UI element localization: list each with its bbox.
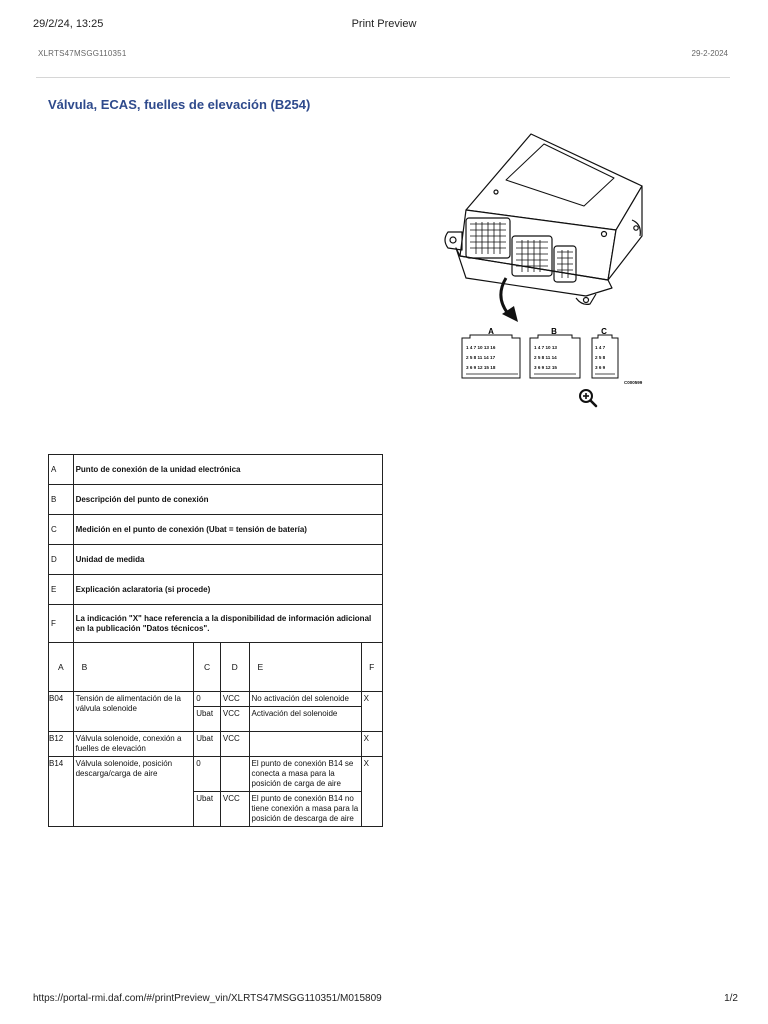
document-date: 29-2-2024 (691, 49, 728, 58)
cell-measurement: Ubat (194, 732, 221, 757)
connection-table (48, 454, 383, 827)
column-header: C (194, 643, 221, 692)
column-header: E (249, 643, 361, 692)
connector-label-b: B (551, 327, 557, 336)
legend-key: F (49, 605, 74, 643)
cell-unit: VCC (220, 692, 249, 707)
legend-text: La indicación "X" hace referencia a la disponibilidad de información adicional en la publicación "Datos técnicos". (73, 605, 382, 643)
pinout-a-row2: 2 5 8 11 14 17 (466, 355, 496, 360)
cell-measurement: Ubat (194, 792, 221, 827)
legend-key: E (49, 575, 74, 605)
cell-data-flag: X (361, 732, 382, 757)
ecu-connector-illustration (436, 128, 656, 410)
page-title: Válvula, ECAS, fuelles de elevación (B254) (48, 97, 311, 112)
table-row (49, 732, 383, 757)
cell-explanation: Activación del solenoide (249, 707, 361, 732)
legend-row (49, 605, 383, 643)
legend-text: Descripción del punto de conexión (73, 485, 382, 515)
connector-label-c: C (601, 327, 607, 336)
legend-text: Punto de conexión de la unidad electrónica (73, 455, 382, 485)
vin-number: XLRTS47MSGG110351 (38, 49, 127, 58)
page-url: https://portal-rmi.daf.com/#/printPreview_vin/XLRTS47MSGG110351/M015809 (33, 993, 382, 1004)
legend-key: C (49, 515, 74, 545)
cell-explanation: El punto de conexión B14 no tiene conexión a masa para la posición de descarga de aire (249, 792, 361, 827)
cell-description: Válvula solenoide, conexión a fuelles de elevación (73, 732, 194, 757)
cell-data-flag: X (361, 692, 382, 732)
column-header: F (361, 643, 382, 692)
figure-code: C000599 (624, 380, 643, 385)
pinout-c-row1: 1 4 7 (595, 345, 606, 350)
pinout-a-row3: 3 6 9 12 15 18 (466, 365, 496, 370)
legend-row (49, 575, 383, 605)
legend-row (49, 485, 383, 515)
connector-label-a: A (488, 327, 494, 336)
cell-explanation (249, 732, 361, 757)
legend-key: B (49, 485, 74, 515)
table-row (49, 692, 383, 707)
cell-explanation: No activación del solenoide (249, 692, 361, 707)
pinout-b-row3: 3 6 9 12 15 (534, 365, 557, 370)
cell-unit: VCC (220, 707, 249, 732)
legend-row (49, 515, 383, 545)
cell-unit: VCC (220, 732, 249, 757)
print-preview-title: Print Preview (351, 18, 417, 30)
cell-explanation: El punto de conexión B14 se conecta a masa para la posición de carga de aire (249, 757, 361, 792)
cell-description: Válvula solenoide, posición descarga/carga de aire (73, 757, 194, 827)
cell-measurement: Ubat (194, 707, 221, 732)
table-header-row (49, 643, 383, 692)
header-divider (36, 77, 730, 78)
page-number: 1/2 (724, 993, 738, 1004)
cell-unit (220, 757, 249, 792)
legend-text: Explicación aclaratoria (si procede) (73, 575, 382, 605)
pinout-b-row2: 2 5 8 11 14 (534, 355, 557, 360)
legend-key: D (49, 545, 74, 575)
cell-connection-point: B04 (49, 692, 74, 732)
legend-key: A (49, 455, 74, 485)
cell-unit: VCC (220, 792, 249, 827)
cell-description: Tensión de alimentación de la válvula solenoide (73, 692, 194, 732)
print-datetime: 29/2/24, 13:25 (33, 18, 104, 30)
pinout-c-row3: 3 6 9 (595, 365, 606, 370)
pinout-c-row2: 2 5 8 (595, 355, 606, 360)
pinout-a-row1: 1 4 7 10 13 16 (466, 345, 496, 350)
cell-connection-point: B12 (49, 732, 74, 757)
legend-text: Medición en el punto de conexión (Ubat = tensión de batería) (73, 515, 382, 545)
cell-measurement: 0 (194, 757, 221, 792)
cell-measurement: 0 (194, 692, 221, 707)
legend-row (49, 455, 383, 485)
pinout-b-row1: 1 4 7 10 13 (534, 345, 557, 350)
legend-row (49, 545, 383, 575)
zoom-in-icon[interactable] (578, 388, 598, 408)
cell-connection-point: B14 (49, 757, 74, 827)
column-header: D (220, 643, 249, 692)
legend-text: Unidad de medida (73, 545, 382, 575)
column-header: A (49, 643, 74, 692)
cell-data-flag: X (361, 757, 382, 827)
column-header: B (73, 643, 194, 692)
table-row (49, 757, 383, 792)
